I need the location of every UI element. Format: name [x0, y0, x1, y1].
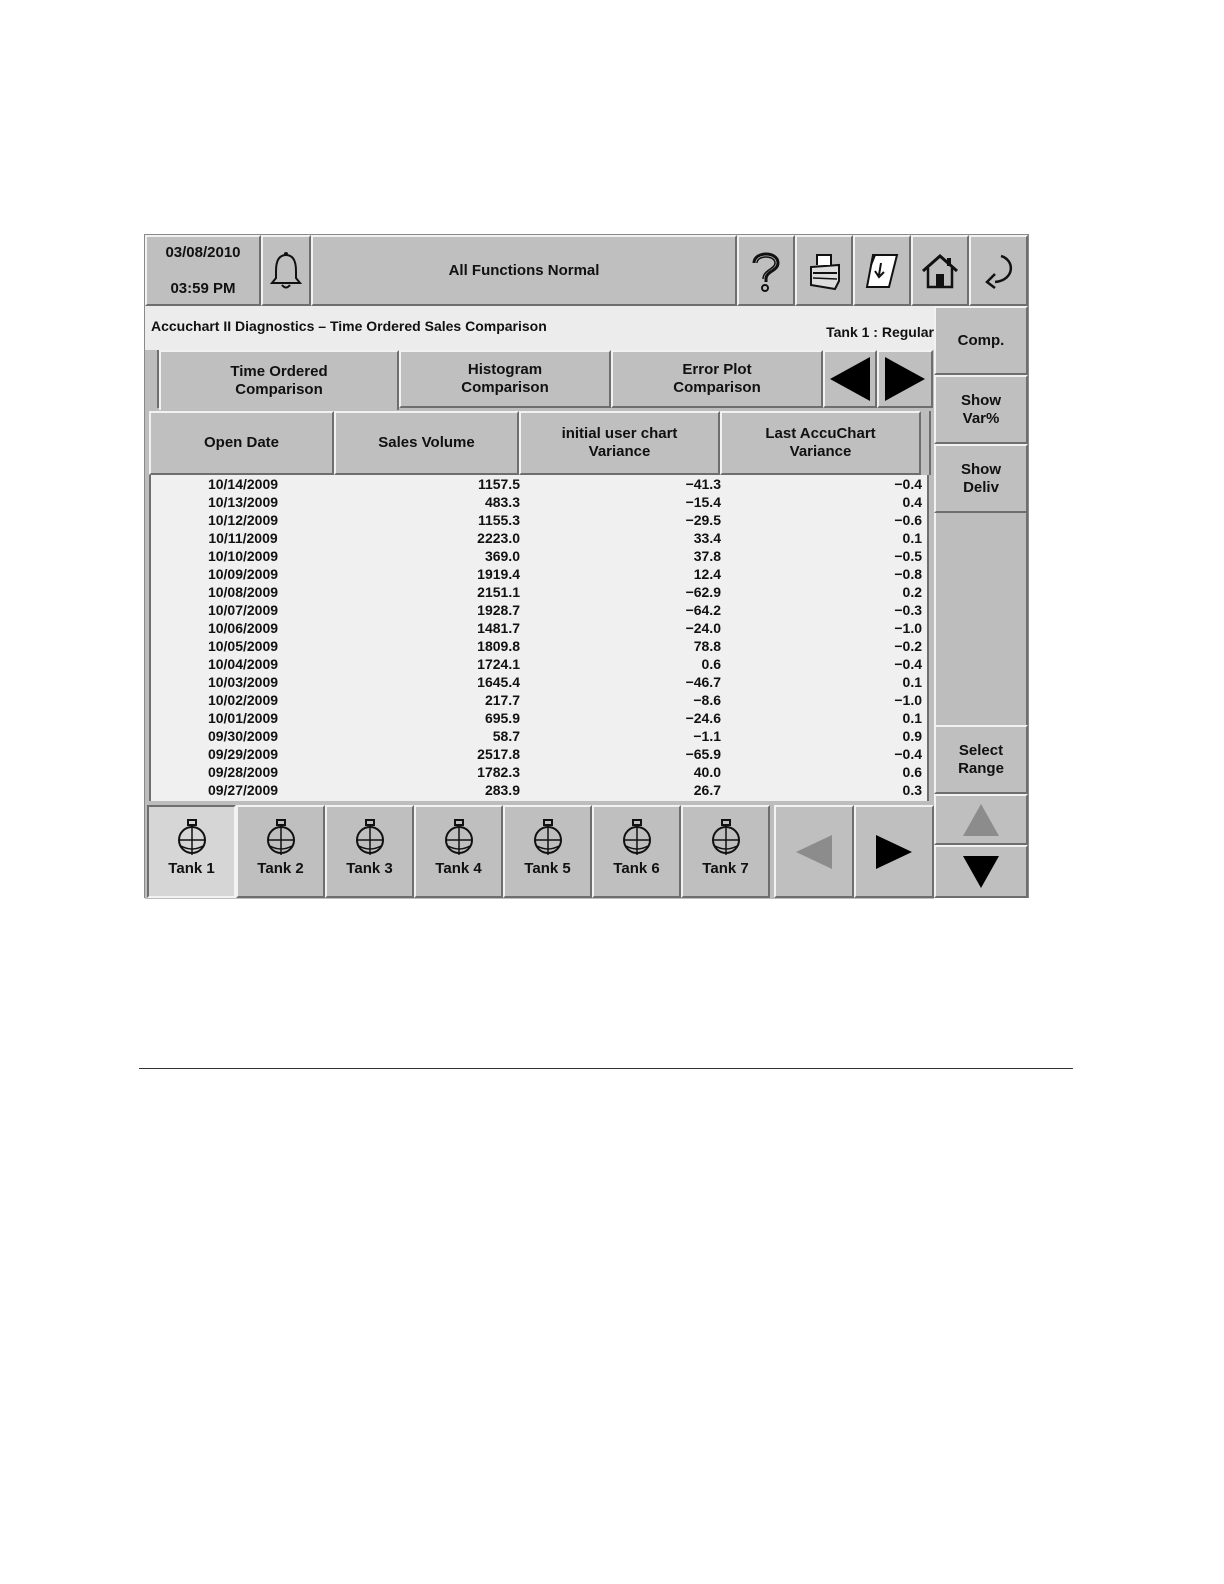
- table-row[interactable]: [151, 619, 931, 637]
- cell-last-variance: −1.0: [894, 620, 922, 636]
- tank-button-label: Tank 7: [702, 860, 749, 877]
- show-var-button[interactable]: [934, 375, 1028, 444]
- scroll-up-button[interactable]: [934, 794, 1028, 845]
- alarm-button[interactable]: [261, 235, 311, 306]
- header-filler: [921, 411, 931, 475]
- cell-open-date: 10/02/2009: [207, 692, 279, 708]
- cell-last-variance: −0.4: [894, 656, 922, 672]
- tab-prev-button[interactable]: [823, 350, 877, 408]
- scroll-down-button[interactable]: [934, 845, 1028, 898]
- diagnostics-screen: [144, 234, 1029, 898]
- status-bar[interactable]: [311, 235, 737, 306]
- cell-sales-volume: 283.9: [484, 782, 520, 798]
- column-header-last-variance[interactable]: [720, 411, 921, 475]
- tank-label: Tank 1 : Regular: [826, 324, 934, 340]
- column-header-open-date[interactable]: [149, 411, 334, 475]
- tank-button-label: Tank 6: [613, 860, 660, 877]
- cell-open-date: 10/13/2009: [207, 494, 279, 510]
- cell-open-date: 10/04/2009: [207, 656, 279, 672]
- tab-edge: [147, 350, 159, 408]
- printer-icon: [805, 251, 843, 291]
- tank-button-6[interactable]: [592, 805, 681, 898]
- table-row[interactable]: [151, 691, 931, 709]
- tank-button-5[interactable]: [503, 805, 592, 898]
- cell-last-variance: −0.4: [894, 746, 922, 762]
- date-text: 03/08/2010: [165, 243, 241, 261]
- table-row[interactable]: [151, 655, 931, 673]
- arrow-down-icon: [961, 854, 1001, 890]
- cell-last-variance: −0.6: [894, 512, 922, 528]
- cell-sales-volume: 695.9: [484, 710, 520, 726]
- tank-button-1[interactable]: [147, 805, 236, 898]
- cell-sales-volume: 1481.7: [477, 620, 520, 636]
- table-row[interactable]: [151, 529, 931, 547]
- cell-open-date: 10/09/2009: [207, 566, 279, 582]
- cell-open-date: 10/14/2009: [207, 476, 279, 492]
- arrow-left-icon: [828, 355, 872, 403]
- cell-open-date: 10/03/2009: [207, 674, 279, 690]
- tank-button-label: Tank 3: [346, 860, 393, 877]
- cell-open-date: 10/06/2009: [207, 620, 279, 636]
- cell-initial-variance: −24.6: [685, 710, 721, 726]
- tank-gauge-icon: [621, 819, 653, 857]
- table-row[interactable]: [151, 493, 931, 511]
- table-row[interactable]: [151, 601, 931, 619]
- tab-histogram[interactable]: [399, 350, 611, 408]
- tank-button-4[interactable]: [414, 805, 503, 898]
- header-sales-volume: Sales Volume: [378, 434, 475, 451]
- home-button[interactable]: [911, 235, 969, 306]
- cell-last-variance: −1.0: [894, 692, 922, 708]
- cell-initial-variance: 40.0: [693, 764, 721, 780]
- cell-last-variance: 0.1: [902, 530, 922, 546]
- cell-last-variance: −0.8: [894, 566, 922, 582]
- comp-button[interactable]: [934, 306, 1028, 375]
- arrow-right-icon: [883, 355, 927, 403]
- cell-sales-volume: 1155.3: [477, 512, 520, 528]
- tank-button-2[interactable]: [236, 805, 325, 898]
- cell-open-date: 10/08/2009: [207, 584, 279, 600]
- tank-gauge-icon: [710, 819, 742, 857]
- cell-initial-variance: 37.8: [693, 548, 721, 564]
- header-last-variance: Last AccuChart Variance: [765, 425, 876, 460]
- cell-last-variance: 0.1: [902, 710, 922, 726]
- arrow-right-icon: [874, 833, 914, 871]
- time-text: 03:59 PM: [170, 279, 236, 297]
- show-deliv-button[interactable]: [934, 444, 1028, 513]
- sales-table[interactable]: [149, 475, 929, 801]
- back-icon: [981, 252, 1017, 290]
- table-row[interactable]: [151, 781, 931, 799]
- table-row[interactable]: [151, 583, 931, 601]
- cell-initial-variance: 0.6: [701, 656, 721, 672]
- cell-sales-volume: 1157.5: [477, 476, 520, 492]
- cell-initial-variance: 12.4: [693, 566, 721, 582]
- cell-sales-volume: 1919.4: [477, 566, 520, 582]
- cell-initial-variance: 26.7: [693, 782, 721, 798]
- table-row[interactable]: [151, 745, 931, 763]
- tab-time-ordered-label: Time Ordered Comparison: [230, 363, 328, 398]
- tank-button-label: Tank 4: [435, 860, 482, 877]
- cell-sales-volume: 1809.8: [477, 638, 520, 654]
- cell-last-variance: −0.5: [894, 548, 922, 564]
- datetime-display: [145, 235, 261, 306]
- cell-sales-volume: 1782.3: [477, 764, 520, 780]
- cell-sales-volume: 217.7: [484, 692, 520, 708]
- back-button[interactable]: [969, 235, 1028, 306]
- cell-open-date: 10/05/2009: [207, 638, 279, 654]
- cell-open-date: 10/12/2009: [207, 512, 279, 528]
- cell-sales-volume: 58.7: [492, 728, 520, 744]
- header-open-date: Open Date: [203, 434, 279, 451]
- cell-last-variance: 0.9: [902, 728, 922, 744]
- tank-gauge-icon: [265, 819, 297, 857]
- cell-sales-volume: 2517.8: [477, 746, 520, 762]
- cell-open-date: 09/29/2009: [207, 746, 279, 762]
- home-icon: [920, 252, 960, 290]
- cell-sales-volume: 2151.1: [477, 584, 520, 600]
- side-spacer: [934, 513, 1028, 725]
- tab-next-button[interactable]: [877, 350, 933, 408]
- tank-button-label: Tank 5: [524, 860, 571, 877]
- select-range-button[interactable]: [934, 725, 1028, 794]
- arrow-left-icon: [794, 833, 834, 871]
- cell-last-variance: 0.1: [902, 674, 922, 690]
- cell-initial-variance: −65.9: [685, 746, 721, 762]
- cell-sales-volume: 1928.7: [477, 602, 520, 618]
- cell-sales-volume: 1724.1: [477, 656, 520, 672]
- cell-last-variance: −0.3: [894, 602, 922, 618]
- arrow-up-icon: [961, 802, 1001, 838]
- cell-open-date: 10/11/2009: [208, 530, 278, 546]
- table-row[interactable]: [151, 709, 931, 727]
- tab-histogram-label: Histogram Comparison: [461, 361, 549, 396]
- report-button[interactable]: [853, 235, 911, 306]
- screen-title-bar: [145, 306, 934, 350]
- table-row[interactable]: [151, 637, 931, 655]
- cell-initial-variance: −29.5: [685, 512, 721, 528]
- tab-time-ordered[interactable]: [159, 350, 399, 410]
- table-row[interactable]: [151, 673, 931, 691]
- cell-initial-variance: −46.7: [685, 674, 721, 690]
- cell-open-date: 09/27/2009: [207, 782, 279, 798]
- receipt-icon: [863, 251, 901, 291]
- tab-error-plot[interactable]: [611, 350, 823, 408]
- table-row[interactable]: [151, 547, 931, 565]
- cell-initial-variance: 78.8: [693, 638, 721, 654]
- cell-initial-variance: −8.6: [693, 692, 721, 708]
- help-icon: [748, 249, 784, 293]
- cell-open-date: 10/10/2009: [207, 548, 279, 564]
- tank-button-label: Tank 1: [168, 860, 215, 877]
- cell-last-variance: 0.4: [902, 494, 922, 510]
- cell-sales-volume: 2223.0: [477, 530, 520, 546]
- cell-sales-volume: 1645.4: [477, 674, 520, 690]
- tank-gauge-icon: [532, 819, 564, 857]
- tank-gauge-icon: [176, 819, 208, 857]
- cell-last-variance: 0.3: [902, 782, 922, 798]
- print-button[interactable]: [795, 235, 853, 306]
- page-divider: [139, 1068, 1073, 1069]
- table-row[interactable]: [151, 565, 931, 583]
- tab-error-plot-label: Error Plot Comparison: [673, 361, 761, 396]
- tank-button-3[interactable]: [325, 805, 414, 898]
- cell-sales-volume: 369.0: [484, 548, 520, 564]
- cell-initial-variance: −1.1: [693, 728, 721, 744]
- cell-last-variance: −0.4: [894, 476, 922, 492]
- tank-prev-button[interactable]: [774, 805, 854, 898]
- cell-last-variance: 0.6: [902, 764, 922, 780]
- show-var-label: Show Var%: [961, 391, 1001, 427]
- cell-last-variance: 0.2: [902, 584, 922, 600]
- table-row[interactable]: [151, 763, 931, 781]
- cell-initial-variance: −15.4: [685, 494, 721, 510]
- cell-last-variance: −0.2: [894, 638, 922, 654]
- show-deliv-label: Show Deliv: [961, 460, 1001, 496]
- cell-open-date: 09/28/2009: [207, 764, 279, 780]
- tank-gauge-icon: [443, 819, 475, 857]
- cell-open-date: 09/30/2009: [207, 728, 279, 744]
- help-button[interactable]: [737, 235, 795, 306]
- header-initial-variance: initial user chart Variance: [561, 425, 678, 460]
- comp-label: Comp.: [957, 331, 1005, 349]
- cell-initial-variance: 33.4: [693, 530, 721, 546]
- cell-initial-variance: −62.9: [685, 584, 721, 600]
- bell-icon: [268, 251, 304, 291]
- column-header-sales-volume[interactable]: [334, 411, 519, 475]
- status-text: All Functions Normal: [448, 261, 600, 279]
- cell-open-date: 10/07/2009: [207, 602, 279, 618]
- tank-button-label: Tank 2: [257, 860, 304, 877]
- cell-sales-volume: 483.3: [484, 494, 520, 510]
- cell-initial-variance: −64.2: [685, 602, 721, 618]
- cell-initial-variance: −41.3: [685, 476, 721, 492]
- table-row[interactable]: [151, 511, 931, 529]
- select-range-label: Select Range: [958, 741, 1004, 777]
- tank-button-7[interactable]: [681, 805, 770, 898]
- screen-title: Accuchart II Diagnostics – Time Ordered Sales Comparison: [151, 318, 547, 334]
- cell-open-date: 10/01/2009: [207, 710, 279, 726]
- tank-gauge-icon: [354, 819, 386, 857]
- table-row[interactable]: [151, 475, 931, 493]
- column-header-initial-variance[interactable]: [519, 411, 720, 475]
- tank-next-button[interactable]: [854, 805, 934, 898]
- cell-initial-variance: −24.0: [685, 620, 721, 636]
- table-row[interactable]: [151, 727, 931, 745]
